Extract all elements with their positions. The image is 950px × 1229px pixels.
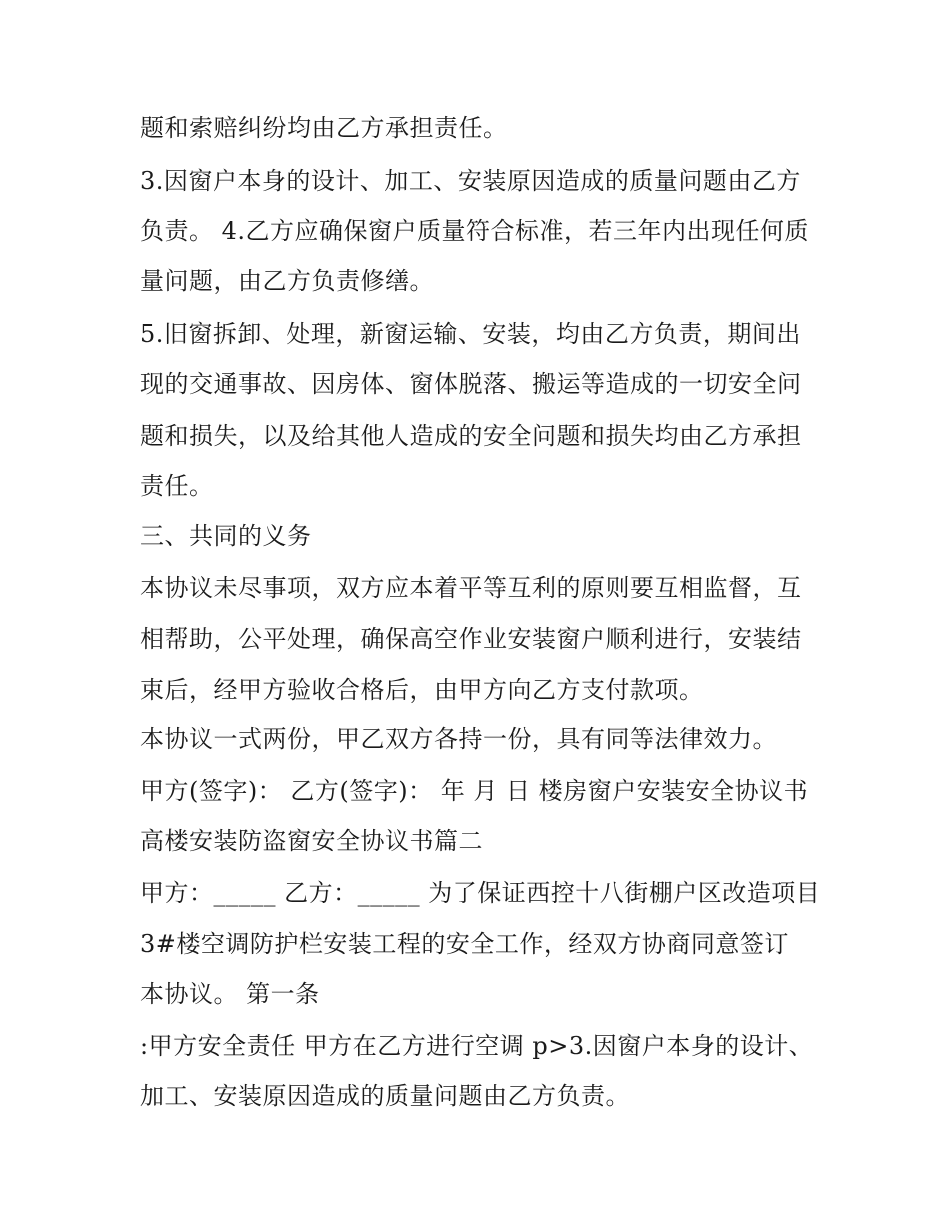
text-line: 量问题，由乙方负责修缮。 bbox=[140, 267, 434, 295]
text-line: 3.因窗户本身的设计、加工、安装原因造成的质量问题由乙方 bbox=[140, 167, 801, 195]
text-line: 现的交通事故、因房体、窗体脱落、搬运等造成的一切安全问 bbox=[140, 370, 802, 398]
text-line: 本协议一式两份，甲乙双方各持一份，具有同等法律效力。 bbox=[140, 725, 777, 753]
text-line: :甲方安全责任 甲方在乙方进行空调 p>3.因窗户本身的设计、 bbox=[140, 1032, 814, 1060]
text-line: 甲方：_____ 乙方：_____ 为了保证西控十八街棚户区改造项目 bbox=[140, 879, 821, 907]
text-line: 题和索赔纠纷均由乙方承担责任。 bbox=[140, 114, 508, 142]
text-line: 加工、安装原因造成的质量问题由乙方负责。 bbox=[140, 1082, 630, 1110]
section-heading: 三、共同的义务 bbox=[140, 522, 312, 550]
signature-line: 甲方(签字)： 乙方(签字)： 年 月 日 楼房窗户安装安全协议书 bbox=[140, 777, 809, 805]
document-subtitle: 高楼安装防盗窗安全协议书篇二 bbox=[140, 827, 483, 855]
text-line: 责任。 bbox=[140, 472, 214, 500]
text-line: 题和损失，以及给其他人造成的安全问题和损失均由乙方承担 bbox=[140, 422, 802, 450]
text-line: 3#楼空调防护栏安装工程的安全工作，经双方协商同意签订 bbox=[140, 930, 789, 958]
text-line: 相帮助，公平处理，确保高空作业安装窗户顺利进行，安装结 bbox=[140, 625, 802, 653]
text-line: 本协议未尽事项，双方应本着平等互利的原则要互相监督，互 bbox=[140, 574, 802, 602]
text-line: 负责。 4.乙方应确保窗户质量符合标准，若三年内出现任何质 bbox=[140, 217, 810, 245]
text-line: 本协议。 第一条 bbox=[140, 980, 320, 1008]
text-line: 束后，经甲方验收合格后，由甲方向乙方支付款项。 bbox=[140, 676, 704, 704]
text-line: 5.旧窗拆卸、处理，新窗运输、安装，均由乙方负责，期间出 bbox=[140, 320, 801, 348]
